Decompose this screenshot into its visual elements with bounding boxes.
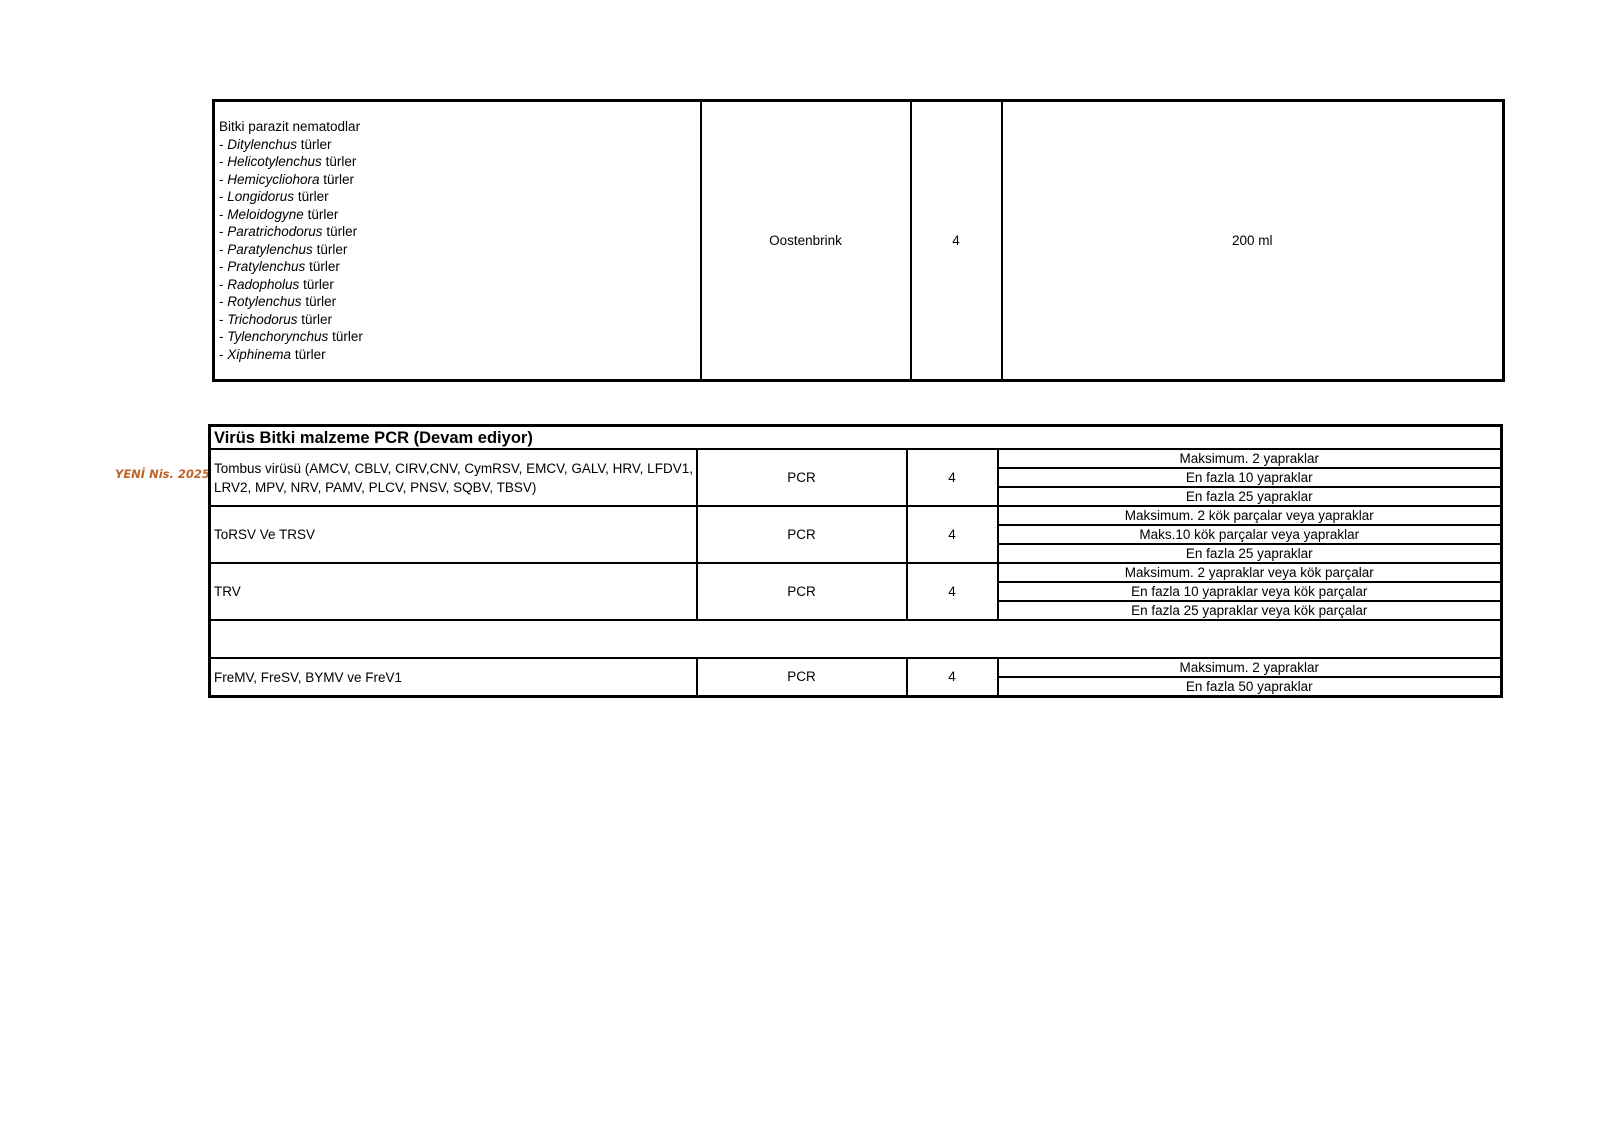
section-header: Virüs Bitki malzeme PCR (Devam ediyor) [210, 426, 1502, 450]
species-list [219, 136, 700, 364]
species-item: - Paratrichodorus türler [219, 224, 358, 239]
species-suffix: türler [301, 311, 333, 327]
method-cell: Oostenbrink [701, 101, 911, 381]
species-name: Hemicycliohora [227, 171, 320, 187]
species-name: Longidorus [227, 189, 295, 204]
amount-cell: En fazla 50 yapraklar [998, 677, 1502, 697]
species-item: - Trichodorus türler [219, 311, 333, 327]
species-suffix: türler [303, 276, 334, 292]
species-name: Paratrichodorus [227, 224, 323, 239]
species-name: Pratylenchus [227, 259, 306, 274]
species-suffix: türler [305, 294, 337, 309]
species-name: Trichodorus [227, 311, 298, 327]
virus-pcr-table [208, 424, 1503, 698]
table-row [210, 449, 1502, 468]
table-row [210, 506, 1502, 525]
nematode-table [212, 99, 1505, 382]
species-suffix: türler [316, 241, 348, 257]
virus-name: FreMV, FreSV, BYMV ve FreV1 [210, 658, 697, 697]
amount-cell: Maksimum. 2 yapraklar [998, 658, 1502, 677]
table-row [214, 101, 1504, 381]
species-suffix: türler [294, 346, 326, 362]
species-name: Meloidogyne [227, 206, 304, 222]
species-item: - Helicotylenchus türler [219, 154, 357, 169]
virus-name: ToRSV Ve TRSV [210, 506, 697, 563]
species-name: Rotylenchus [227, 294, 302, 309]
species-suffix: türler [307, 206, 339, 222]
amount-cell: En fazla 10 yapraklar veya kök parçalar [998, 582, 1502, 601]
revision-note: YENİ Nis. 2025 [115, 467, 210, 481]
species-name: Ditylenchus [227, 136, 298, 152]
amount-cell: Maksimum. 2 yapraklar [998, 449, 1502, 468]
count-cell: 4 [907, 506, 998, 563]
amount-cell: Maksimum. 2 kök parçalar veya yapraklar [998, 506, 1502, 525]
virus-name: TRV [210, 563, 697, 620]
species-suffix: türler [326, 224, 358, 239]
count-cell: 4 [907, 449, 998, 506]
virus-name: Tombus virüsü (AMCV, CBLV, CIRV,CNV, CymRSV, EMCV, GALV, HRV, LFDV1, LRV2, MPV, NRV, PAMV, PLCV, PNSV, SQBV, TBSV) [210, 449, 697, 506]
species-suffix: türler [332, 329, 363, 344]
table-row [210, 658, 1502, 677]
method-cell: PCR [697, 658, 907, 697]
section-header-row [210, 426, 1502, 450]
count-cell: 4 [907, 658, 998, 697]
species-name: Radopholus [227, 276, 300, 292]
species-item: - Xiphinema türler [219, 346, 326, 362]
species-name: Paratylenchus [227, 241, 313, 257]
species-item: - Radopholus türler [219, 276, 334, 292]
amount-cell: Maksimum. 2 yapraklar veya kök parçalar [998, 563, 1502, 582]
species-name: Tylenchorynchus [227, 329, 329, 344]
species-item: - Meloidogyne türler [219, 206, 339, 222]
species-item: - Paratylenchus türler [219, 241, 348, 257]
blank-row [210, 620, 1502, 658]
species-item: - Longidorus türler [219, 189, 329, 204]
species-item: - Hemicycliohora türler [219, 171, 355, 187]
species-suffix: türler [300, 136, 332, 152]
amount-cell: En fazla 25 yapraklar [998, 487, 1502, 506]
species-suffix: türler [325, 154, 357, 169]
species-item: - Tylenchorynchus türler [219, 329, 363, 344]
species-item: - Rotylenchus türler [219, 294, 337, 309]
species-title: Bitki parazit nematodlar [219, 119, 361, 134]
species-name: Xiphinema [227, 346, 292, 362]
method-cell: PCR [697, 506, 907, 563]
method-cell: PCR [697, 563, 907, 620]
species-name: Helicotylenchus [227, 154, 322, 169]
amount-cell: En fazla 25 yapraklar [998, 544, 1502, 563]
blank-cell [210, 620, 1502, 658]
method-cell: PCR [697, 449, 907, 506]
species-cell [214, 101, 701, 381]
species-item: - Ditylenchus türler [219, 136, 332, 152]
amount-cell: Maks.10 kök parçalar veya yapraklar [998, 525, 1502, 544]
count-cell: 4 [911, 101, 1002, 381]
species-suffix: türler [309, 259, 340, 274]
count-cell: 4 [907, 563, 998, 620]
table-row [210, 563, 1502, 582]
species-item: - Pratylenchus türler [219, 259, 340, 274]
amount-cell: En fazla 10 yapraklar [998, 468, 1502, 487]
amount-cell: En fazla 25 yapraklar veya kök parçalar [998, 601, 1502, 620]
species-suffix: türler [297, 189, 329, 204]
species-suffix: türler [323, 171, 355, 187]
amount-cell: 200 ml [1002, 101, 1504, 381]
